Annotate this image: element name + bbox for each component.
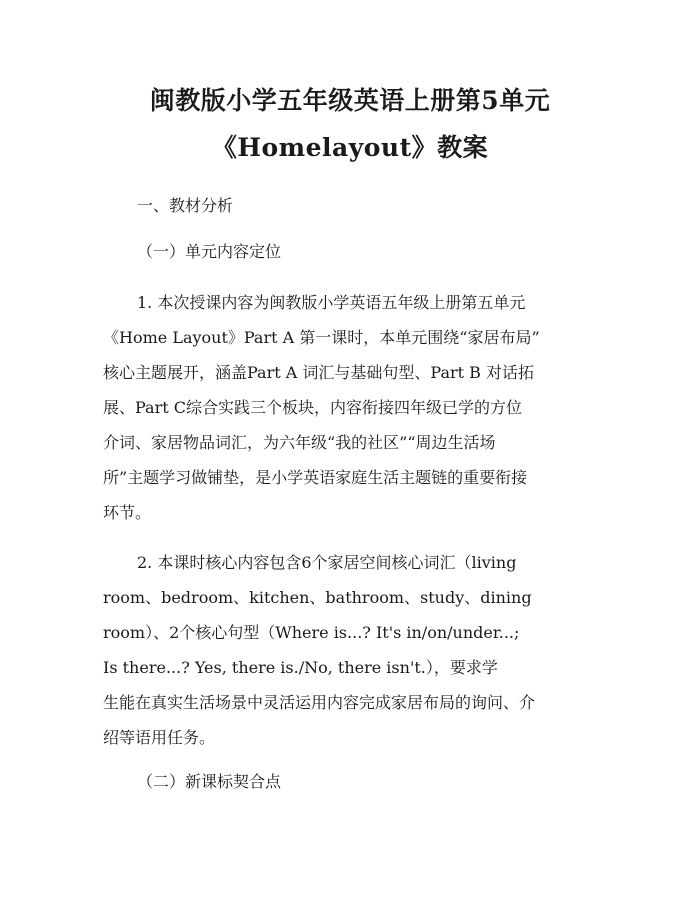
document-title-line-2: 《Homelayout》教案 bbox=[211, 133, 489, 162]
paragraph-1-line: 核心主题展开，涵盖Part A 词汇与基础句型、Part B 对话拓 bbox=[103, 363, 534, 382]
paragraph-1-line: 1. 本次授课内容为闽教版小学英语五年级上册第五单元 bbox=[137, 293, 526, 312]
paragraph-1-line: 介词、家居物品词汇，为六年级“我的社区”“周边生活场 bbox=[103, 433, 496, 452]
paragraph-1-line: 环节。 bbox=[103, 503, 152, 522]
paragraph-1 bbox=[103, 285, 603, 530]
paragraph-2-line: room）、2个核心句型（Where is...? It's in/on/under...; bbox=[103, 623, 520, 642]
subsection-heading-curriculum-alignment: （二）新课标契合点 bbox=[137, 772, 282, 791]
paragraph-1-line: 展、Part C综合实践三个板块，内容衔接四年级已学的方位 bbox=[103, 398, 522, 417]
paragraph-2-line: room、bedroom、kitchen、bathroom、study、dining bbox=[103, 588, 532, 607]
document-title-line-1: 闽教版小学五年级英语上册第5单元 bbox=[149, 86, 551, 115]
paragraph-2 bbox=[103, 545, 603, 755]
paragraph-2-line: 绍等语用任务。 bbox=[103, 728, 216, 747]
section-heading-textbook-analysis: 一、教材分析 bbox=[137, 196, 234, 215]
subsection-heading-unit-positioning: （一）单元内容定位 bbox=[137, 242, 282, 261]
paragraph-2-line: Is there...? Yes, there is./No, there isn't.），要求学 bbox=[103, 658, 498, 677]
paragraph-2-line: 2. 本课时核心内容包含6个家居空间核心词汇（living bbox=[137, 553, 517, 572]
paragraph-2-line: 生能在真实生活场景中灵活运用内容完成家居布局的询问、介 bbox=[103, 693, 536, 712]
paragraph-1-line: 《Home Layout》Part A 第一课时，本单元围绕“家居布局” bbox=[103, 328, 540, 347]
paragraph-1-line: 所”主题学习做铺垫，是小学英语家庭生活主题链的重要衔接 bbox=[103, 468, 528, 487]
